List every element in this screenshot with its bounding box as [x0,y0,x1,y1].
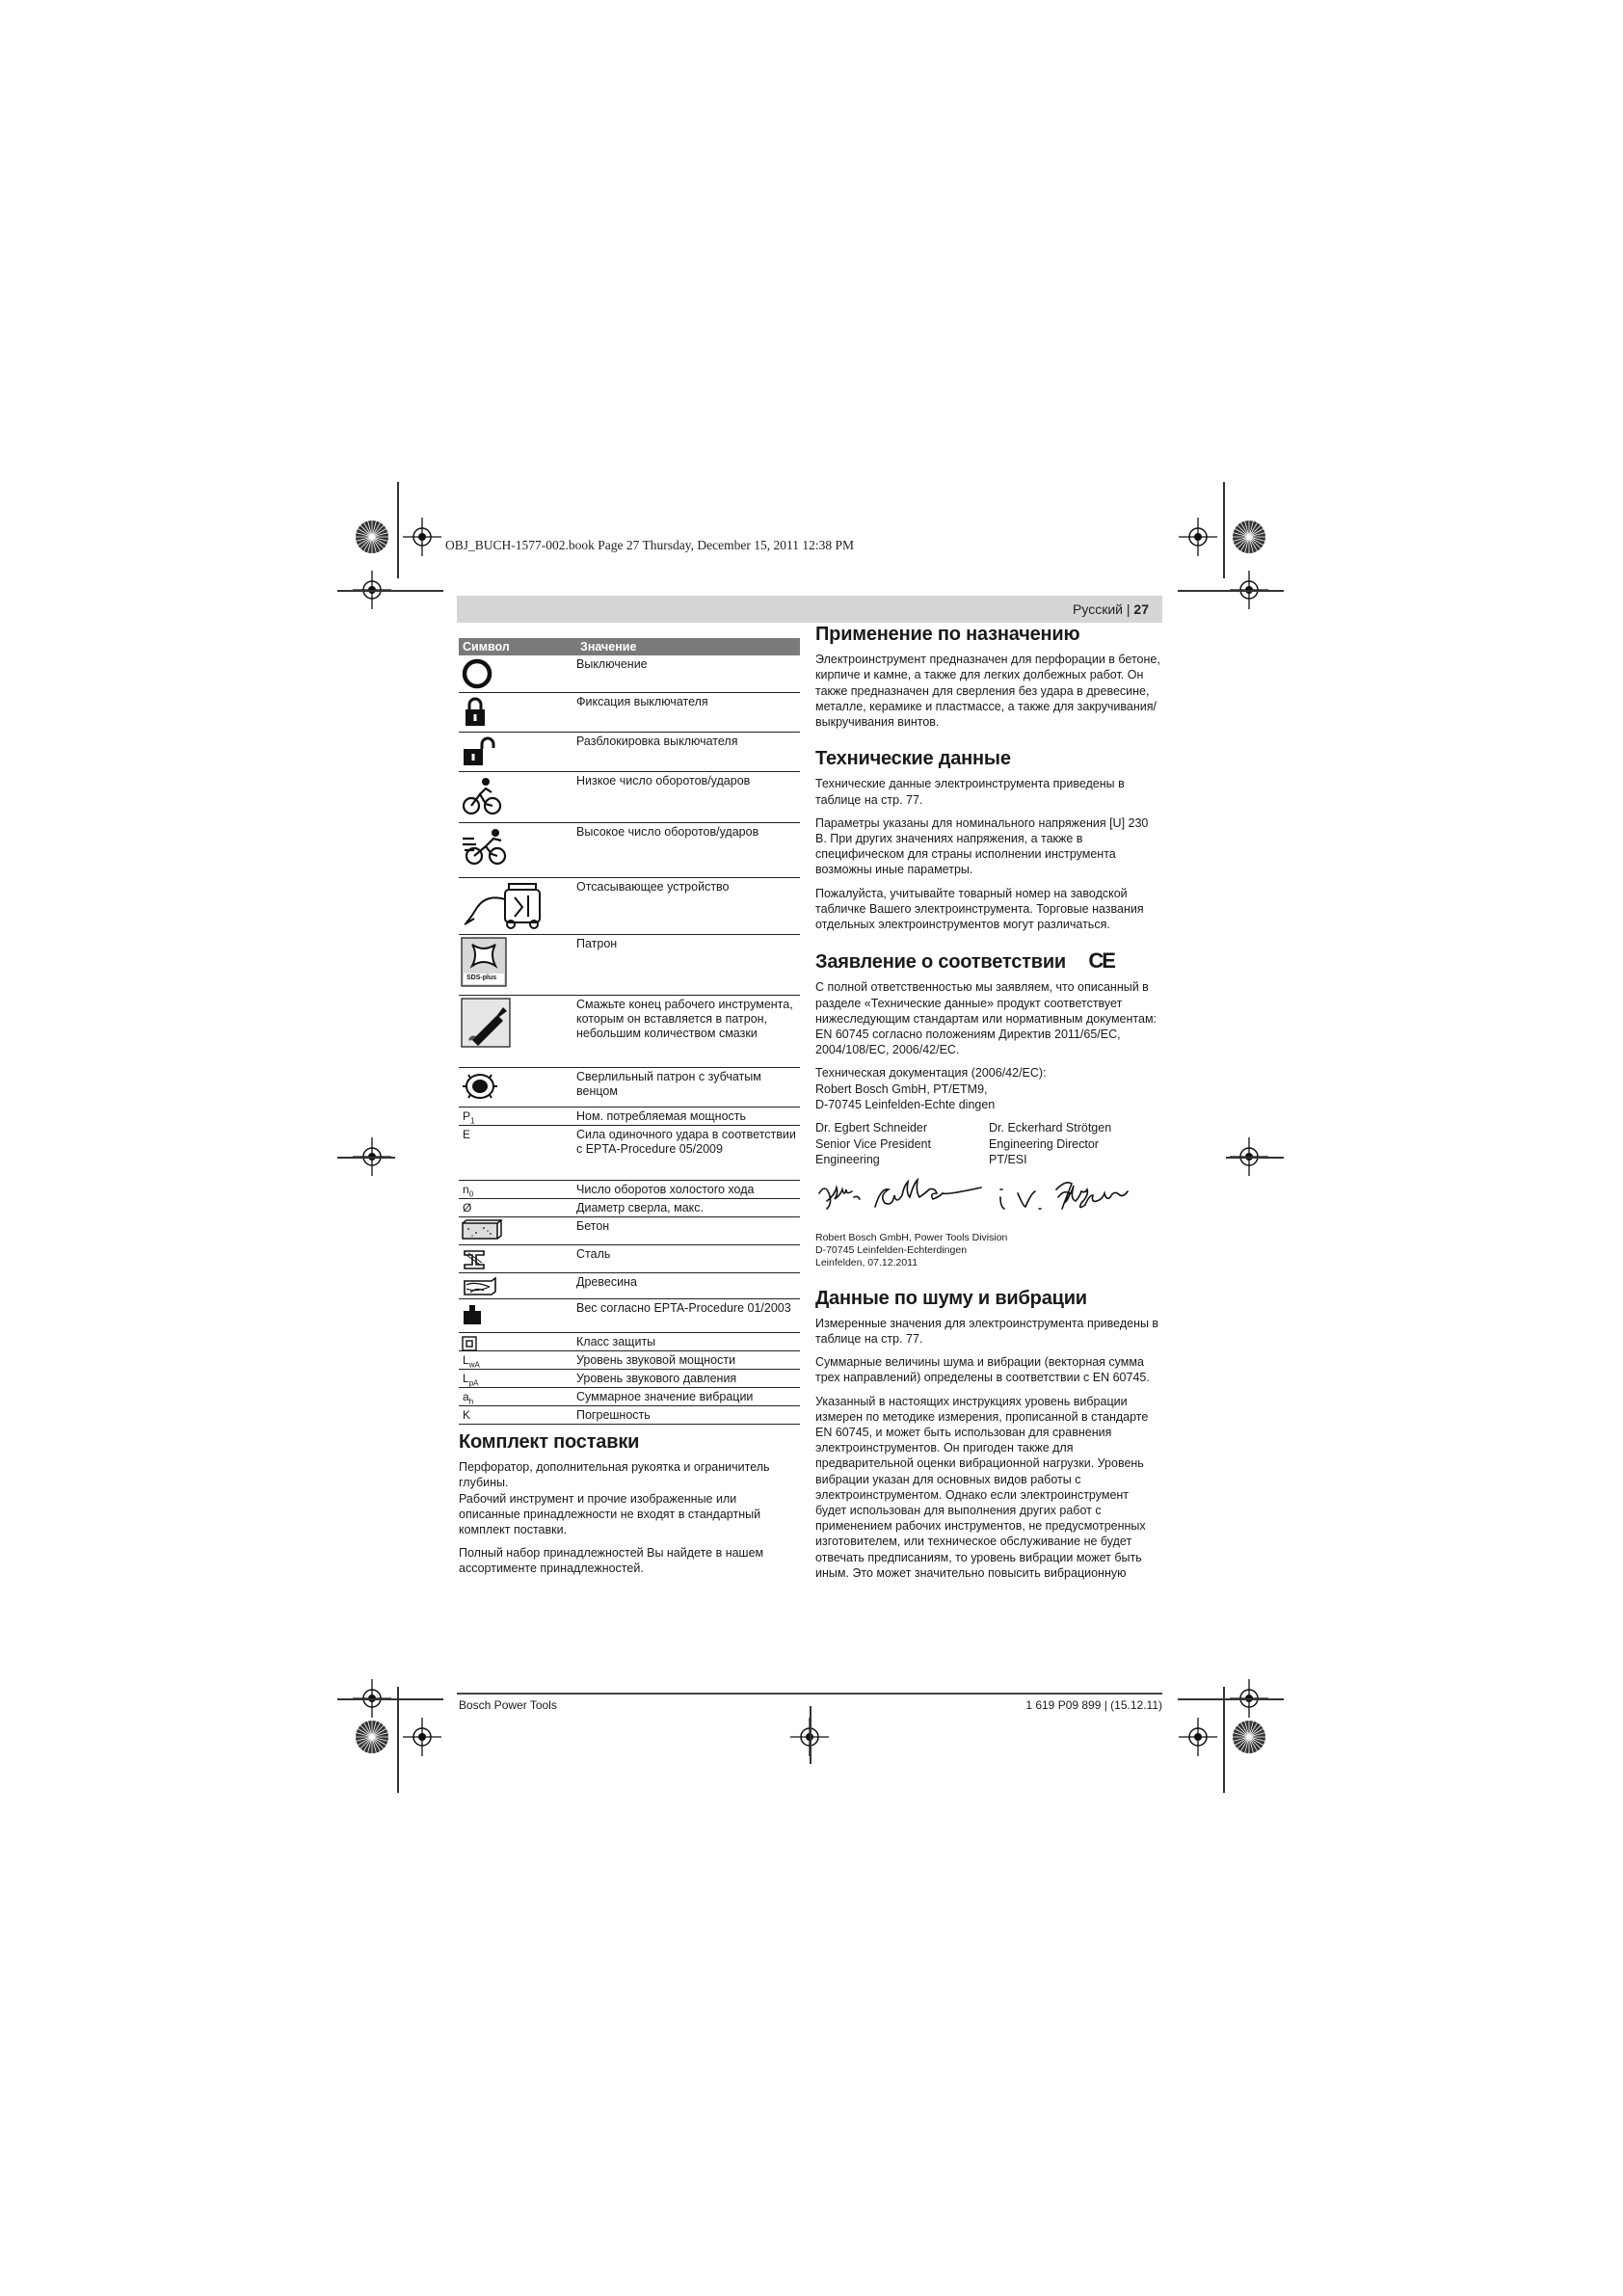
table-row [459,693,800,733]
symbol-cell [459,1108,576,1125]
tech-doc-company: Robert Bosch GmbH, PT/ETM9, [815,1081,988,1096]
meaning-cell: Диаметр сверла, макс. [576,1201,704,1215]
meaning-cell: Ном. потребляемая мощность [576,1109,747,1123]
crosshair-mark [403,1718,441,1756]
delivery-p2: Рабочий инструмент и прочие изображенные или описанные принадлежности не входят в стандартный комплект поставки. [459,1491,761,1537]
col-meaning-header: Значение [580,640,637,654]
signatory-right-title: Engineering Director [989,1136,1099,1151]
delivery-p3: Полный набор принадлежностей Вы найдете в нашем ассортименте принадлежностей. [459,1546,764,1576]
company-address [815,1232,1162,1269]
table-row [459,1126,800,1181]
signatory-left-dept: Engineering [815,1153,880,1167]
footer-doc-number: 1 619 P09 899 | (15.12.11) [1025,1698,1162,1712]
handwritten-signatures [815,1172,1162,1230]
meaning-cell: Сила одиночного удара в соответствии с EPTA-Procedure 05/2009 [576,1128,796,1156]
meaning-cell: Отсасывающее устройство [576,880,730,894]
table-row [459,1299,800,1333]
meaning-cell: Уровень звуковой мощности [576,1353,736,1367]
address-line-1: Robert Bosch GmbH, Power Tools Division [815,1231,1008,1243]
symbol-text: $L_{wA}$ [463,1353,480,1370]
crop-line [1178,590,1284,592]
meaning-cell: Погрешность [576,1408,651,1422]
table-row [459,1108,800,1126]
signatory-left-name: Dr. Egbert Schneider [815,1121,928,1135]
symbol-cell [459,1068,576,1107]
meaning-cell: Высокое число оборотов/ударов [576,825,759,839]
symbol-cell [459,1299,576,1332]
symbol-subscript: 1 [470,1116,475,1126]
symbol-cell [459,733,576,771]
table-row [459,878,800,935]
tech-doc-address: D-70745 Leinfelden-Echte dingen [815,1097,996,1111]
tech-doc-line: Техническая документация (2006/42/EC): [815,1066,1047,1081]
address-line-3: Leinfelden, 07.12.2011 [815,1256,918,1268]
table-row [459,823,800,878]
weight-icon [461,1301,484,1331]
footer-rule [457,1693,1162,1695]
meaning-cell: Низкое число оборотов/ударов [576,774,751,788]
crop-line [397,1687,399,1793]
footer-brand: Bosch Power Tools [459,1698,557,1712]
crosshair-mark [1179,518,1217,556]
right-column [815,624,1162,1589]
print-slug: OBJ_BUCH-1577-002.book Page 27 Thursday, December 15, 2011 12:38 PM [445,538,854,552]
page-number: 27 [1133,601,1149,617]
table-row [459,1068,800,1108]
symbols-table [459,638,800,1425]
table-row [459,1388,800,1406]
crop-line [1178,1698,1284,1700]
meaning-cell: Сверлильный патрон с зубчатым венцом [576,1070,761,1098]
symbol-cell [459,823,576,877]
symbol-cell [459,693,576,732]
meaning-cell: Древесина [576,1275,637,1289]
symbol-cell [459,1351,576,1369]
delivery-section [459,1431,796,1585]
icon-label: SDS-plus [466,974,497,981]
conformity-p2 [815,1065,1162,1112]
table-row [459,1333,800,1351]
lock-open-icon [461,734,503,772]
tech-data-title: Технические данные [815,748,1011,770]
table-row [459,1181,800,1199]
table-row [459,1351,800,1370]
crop-line [337,1698,443,1700]
symbol-cell [459,1406,576,1424]
symbol-text: $P_1$ [463,1109,475,1126]
crop-line [810,1706,812,1764]
steel-icon [461,1247,490,1275]
symbol-text: $a_h$ [463,1390,474,1406]
table-row [459,1199,800,1217]
symbol-cell [459,1217,576,1244]
conformity-title [815,948,1162,974]
header-band [457,596,1162,623]
concrete-icon [461,1219,503,1247]
table-row [459,1406,800,1425]
table-header [459,638,800,655]
page-header [1073,601,1149,617]
rosette-mark [1230,518,1268,556]
meaning-cell: Патрон [576,937,618,950]
signatory-right-dept: PT/ESI [989,1153,1027,1167]
crop-line [337,1157,395,1159]
symbol-text: $n_0$ [463,1183,474,1199]
table-row [459,655,800,693]
table-row [459,1217,800,1245]
col-symbol-header: Символ [463,640,510,654]
meaning-cell: Сталь [576,1247,611,1261]
header-separator: | [1126,601,1131,617]
grease-tube-icon [461,998,511,1053]
table-row [459,1370,800,1388]
off-ring-icon [461,657,493,695]
symbol-subscript: h [468,1397,474,1406]
noise-p1: Измеренные значения для электроинструмента приведены в таблице на стр. 77. [815,1316,1159,1346]
table-row [459,996,800,1068]
symbol-cell [459,1370,576,1387]
delivery-p1: Перфоратор, дополнительная рукоятка и ограничитель глубины. [459,1460,770,1490]
key-chuck-icon [461,1070,499,1108]
symbol-cell [459,1181,576,1198]
symbol-cell [459,1333,576,1350]
symbol-text: K [463,1408,471,1422]
rosette-mark [1230,1718,1268,1756]
crosshair-mark [1179,1718,1217,1756]
crosshair-mark [403,518,441,556]
conformity-p1: С полной ответственностью мы заявляем, что описанный в разделе «Технические данные» продукт соответствует нижеследующим стандартам или нормативным документам: EN 60745 согласно положениям Директив 2011/65/EC, 2004/108/EC, 2006/42/EC. [815,980,1157,1057]
meaning-cell: Вес согласно EPTA-Procedure 01/2003 [576,1301,791,1315]
meaning-cell: Смажьте конец рабочего инструмента, которым он вставляется в патрон, небольшим количеством смазки [576,998,793,1040]
vacuum-cleaner-icon [461,880,547,935]
symbol-cell [459,878,576,934]
symbol-cell [459,1199,576,1216]
meaning-cell: Фиксация выключателя [576,695,708,708]
table-row [459,1273,800,1299]
symbol-text: Ø [463,1201,472,1215]
address-line-2: D-70745 Leinfelden-Echterdingen [815,1243,968,1256]
table-row [459,772,800,823]
sds-plus-chuck-icon [461,937,507,992]
noise-p2: Суммарные величины шума и вибрации (векторная сумма трех направлений) определены в соответствии с EN 60745. [815,1355,1150,1385]
symbol-subscript: 0 [468,1189,474,1199]
crop-line [1226,1157,1284,1159]
table-row [459,1245,800,1273]
table-body [459,655,800,1425]
lock-closed-icon [461,695,490,733]
meaning-cell: Суммарное значение вибрации [576,1390,754,1403]
crop-line [397,482,399,578]
table-row [459,935,800,996]
meaning-cell: Разблокировка выключателя [576,734,738,748]
intended-use-body: Электроинструмент предназначен для перфорации в бетоне, кирпиче и камне, а также для легких долбежных работ. Он также предназначен для сверления без удара в древесине, металле, керамике и пластмассе, а также для закручивания/выкручивания винтов. [815,653,1160,730]
signatory-right-name: Dr. Eckerhard Strötgen [989,1121,1112,1135]
crop-line [1223,1687,1225,1793]
symbol-cell [459,655,576,692]
rosette-mark [353,518,391,556]
symbol-cell [459,1273,576,1298]
meaning-cell: Уровень звукового давления [576,1372,737,1385]
meaning-cell: Класс защиты [576,1335,656,1348]
crop-line [1223,482,1225,578]
meaning-cell: Бетон [576,1219,610,1233]
crop-line [337,590,443,592]
meaning-cell: Число оборотов холостого хода [576,1183,755,1196]
tech-data-p3: Пожалуйста, учитывайте товарный номер на заводской табличке Вашего электроинструмента. Торговые названия отдельных электроинструментов могут различаться. [815,886,1144,932]
symbol-text: E [463,1128,471,1141]
table-row [459,733,800,772]
symbol-subscript: pA [468,1378,479,1388]
signatory-left [815,1120,989,1168]
signatories [815,1120,1162,1168]
noise-p3: Указанный в настоящих инструкциях уровень вибрации измерен по методике измерения, прописанной в стандарте EN 60745, и может быть использован для сравнения электроинструментов. Он пригоден также для предварительной оценки вибрационной нагрузки. Уровень вибрации указан для основных видов работы с электроинструментом. Однако если электроинструмент будет использован для выполнения других работ с применением рабочих инструментов, не предусмотренных изготовителем, или техническое обслуживание не будет отвечать предписаниям, то уровень вибрации может быть иным. Это может значительно повысить вибрационную [815,1394,1149,1580]
ce-mark: CE [1088,948,1114,974]
header-language: Русский [1073,601,1123,617]
symbol-cell [459,1126,576,1180]
signatory-right [989,1120,1162,1168]
conformity-title-text: Заявление о соответствии [815,951,1067,974]
symbol-cell [459,996,576,1067]
delivery-title: Комплект поставки [459,1431,640,1453]
tech-data-p1: Технические данные электроинструмента приведены в таблице на стр. 77. [815,777,1125,807]
symbol-cell [459,1388,576,1405]
rosette-mark [353,1718,391,1756]
tech-data-p2: Параметры указаны для номинального напряжения [U] 230 В. При других значениях напряжения, а также в специфическом для страны исполнении инструмента возможны иные параметры. [815,815,1149,877]
fast-cyclist-icon [461,825,511,872]
symbol-text: $L_{pA}$ [463,1372,479,1388]
meaning-cell: Выключение [576,657,648,671]
intended-use-title: Применение по назначению [815,624,1080,645]
slow-cyclist-icon [461,774,503,821]
symbol-cell [459,935,576,995]
symbol-cell [459,1245,576,1272]
symbol-cell [459,772,576,822]
noise-title: Данные по шуму и вибрации [815,1287,1087,1309]
signatory-left-title: Senior Vice President [815,1136,931,1151]
symbol-subscript: wA [468,1360,480,1370]
